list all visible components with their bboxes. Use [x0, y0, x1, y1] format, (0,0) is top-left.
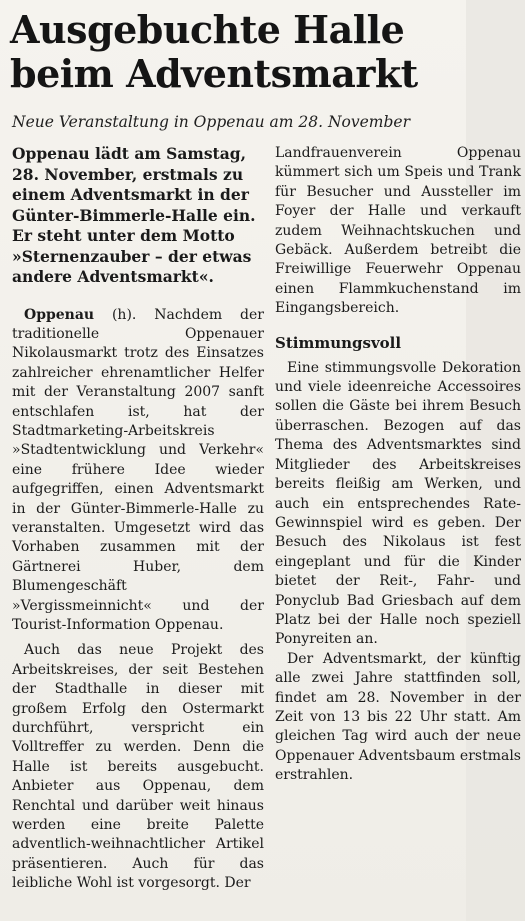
article-paragraph [12, 306, 264, 636]
article-column-left [12, 144, 264, 894]
article-paragraph: Eine stimmungsvolle Dekoration und viele ideenreiche Accessoires sollen die Gäste bei ihrem Besuch überraschen. Bezogen auf das Thema des Adventsmarktes sind Mitglieder des Arbeitskreises bereits fleißig am Werken, und auch ein entsprechendes Rate-Gewinnspiel wird es geben. Der Besuch des Nikolaus ist fest eingeplant und für die Kinder bietet der Reit-, Fahr- und Ponyclub Bad Griesbach auf dem Platz bei der Halle noch speziell Ponyreiten an. [275, 359, 521, 648]
article-paragraph-continued: Landfrauenverein Oppenau kümmert sich um Speis und Trank für Besucher und Aussteller im Foyer der Halle und verkauft zudem Weihnachtskuchen und Gebäck. Außerdem betreibt die Freiwillige Feuerwehr Oppenau einen Flammkuchenstand im Eingangsbereich. [275, 145, 521, 317]
article-paragraph: Der Adventsmarkt, der künftig alle zwei Jahre stattfinden soll, findet am 28. November in der Zeit von 13 bis 22 Uhr statt. Am gleichen Tag wird auch der neue Oppenauer Adventsbaum erstmals erstrahlen. [275, 650, 521, 784]
article-column-right [275, 144, 521, 786]
dateline: Oppenau [24, 306, 95, 323]
paragraph-text: Nachdem der traditionelle Oppenauer Nikolausmarkt trotz des Einsatzes zahlreicher ehrenamtlicher Helfer mit der Veranstaltung 2007 sanft entschlafen ist, hat der Stadtmarketing-Arbeitskreis »Stadtentwicklung und Verkehr« eine frühere Idee wieder aufgegriffen, einen Adventsmarkt in der Günter-Bimmerle-Halle zu veranstalten. Umgesetzt wird das Vorhaben zusammen mit der Gärtnerei Huber, dem Blumengeschäft »Vergissmeinnicht« und der Tourist-Information Oppenau. [12, 306, 264, 633]
article-subheadline: Neue Veranstaltung in Oppenau am 28. November [12, 113, 411, 131]
article-paragraph: Auch das neue Projekt des Arbeitskreises, der seit Bestehen der Stadthalle in dieser mit großem Erfolg den Ostermarkt durchführt, verspricht ein Volltreffer zu werden. Denn die Halle ist bereits ausgebucht. Anbieter aus Oppenau, dem Renchtal und darüber weit hinaus werden eine breite Palette adventlich-weihnachtlicher Artikel präsentieren. Auch für das leibliche Wohl ist vorgesorgt. Der [12, 642, 264, 892]
section-subhead: Stimmungsvoll [275, 333, 402, 352]
article-headline: Ausgebuchte Halle beim Adventsmarkt [10, 7, 418, 96]
source-tag: (h). [111, 306, 137, 323]
article-lead: Oppenau lädt am Samstag, 28. November, erstmals zu einem Adventsmarkt in der Günter-Bimmerle-Halle ein. Er steht unter dem Motto »Sternenzauber – der etwas andere Adventsmarkt«. [12, 144, 256, 286]
